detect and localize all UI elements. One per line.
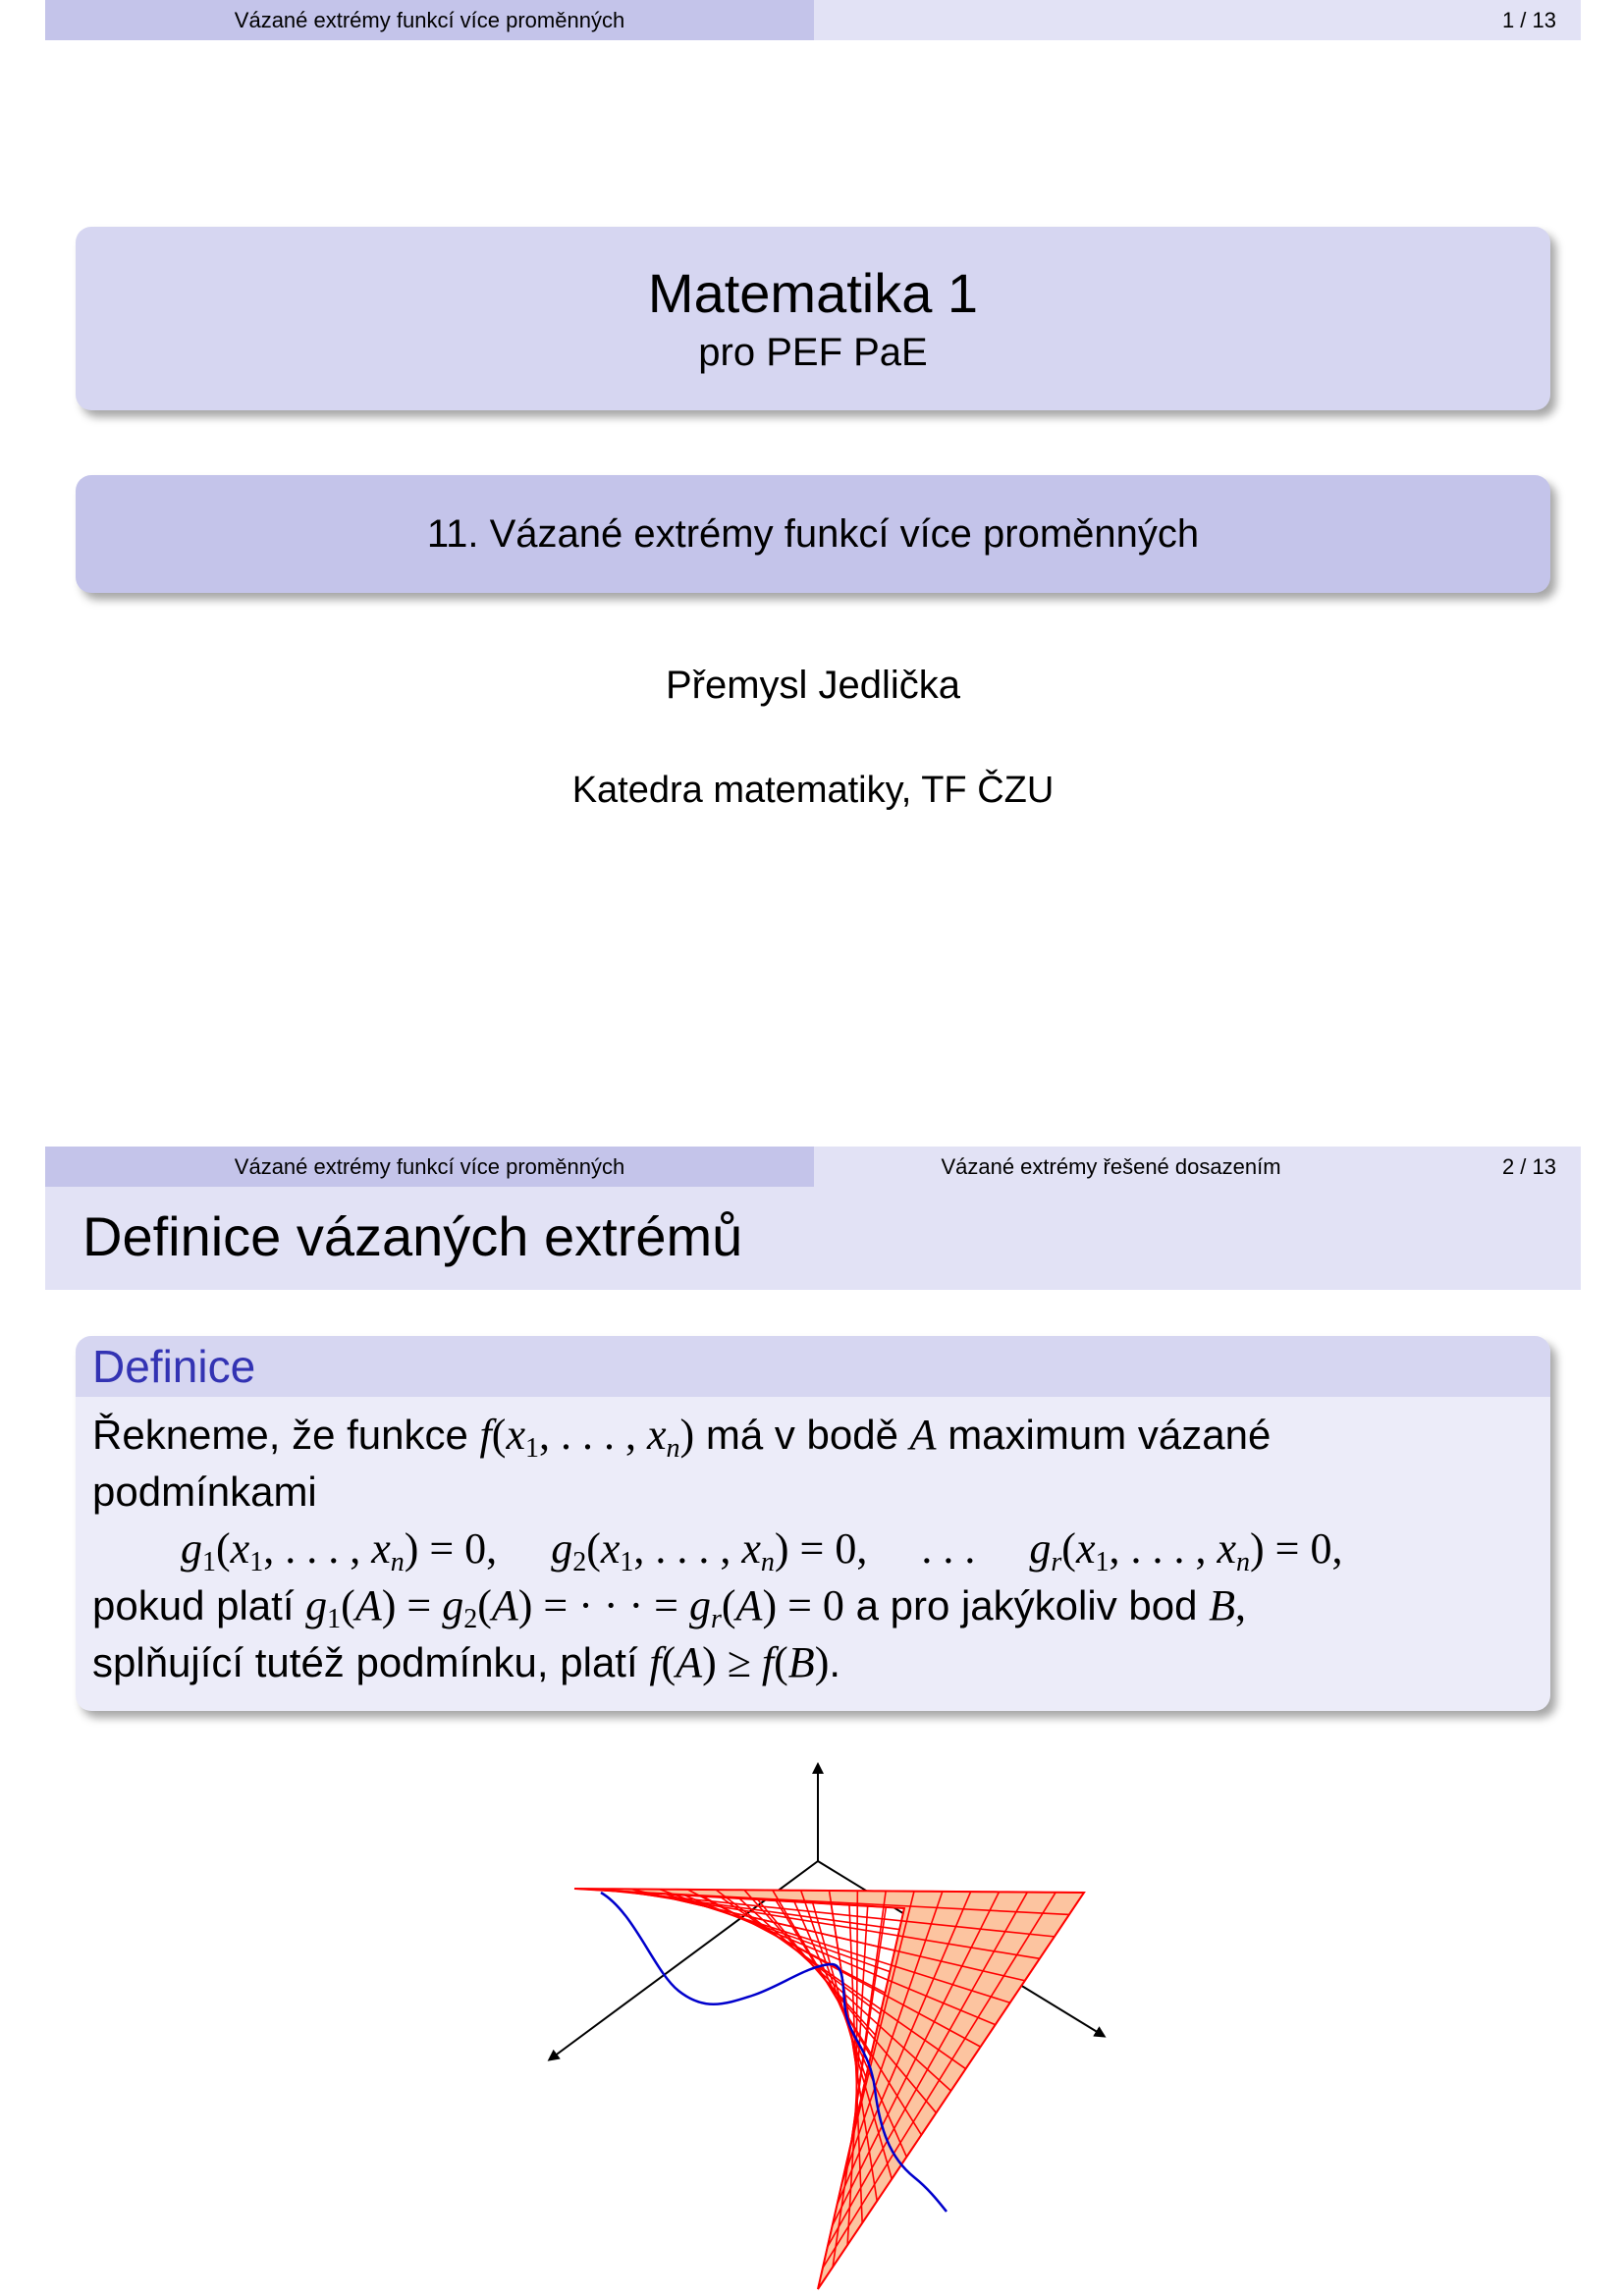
author: Přemysl Jedlička [665, 664, 961, 707]
grid-line-t [776, 1900, 921, 2135]
grid-line-s [833, 1892, 1000, 2225]
title-box [76, 227, 1550, 410]
grid-line-t [721, 1897, 965, 2069]
frame-title: Definice vázaných extrémů [82, 1205, 743, 1267]
grid-line-s [574, 1889, 904, 1908]
grid-line-s [823, 1893, 1056, 2269]
grid-line-s [744, 1890, 876, 2035]
definition-block [76, 1336, 1550, 1711]
constraint-curve [601, 1893, 947, 2212]
math-inequality: f(A) ≥ f(B) [649, 1638, 830, 1686]
saddle-surface [574, 1889, 1084, 2289]
grid-line-s [631, 1889, 895, 1950]
headline-title: Vázané extrémy funkcí více proměnných [45, 0, 814, 40]
grid-line-t [648, 1893, 1025, 1980]
presentation-title: Matematika 1 [647, 262, 979, 324]
page-number: 2 / 13 [1501, 1153, 1556, 1179]
lecture-title: 11. Vázané extrémy funkcí více proměnných [426, 511, 1200, 556]
grid-line-s [716, 1890, 880, 2014]
lecture-title-box [76, 475, 1550, 593]
grid-line-s [687, 1890, 885, 1993]
definition-text-7: splňující tutéž podmínku, platí [92, 1639, 638, 1685]
headline-bar [45, 1147, 1581, 1187]
math-function: $f(x_1$, . . . , $x_n$) [479, 1411, 695, 1464]
math-point-a: A [909, 1411, 937, 1459]
grid-line-t [739, 1898, 951, 2091]
x-axis-left [550, 1861, 818, 2059]
frame-title-bar [45, 1187, 1581, 1290]
definition-text-5: pokud platí [92, 1582, 295, 1629]
grid-line-s [856, 1891, 857, 2119]
grid-line-t [831, 1904, 877, 2202]
headline-title: Vázané extrémy funkcí více proměnných [45, 1147, 814, 1187]
grid-line-s [838, 1892, 971, 2205]
definition-title: Definice [76, 1336, 1550, 1397]
y-axis-right [818, 1861, 1104, 2036]
grid-line-s [773, 1891, 871, 2056]
grid-line-s [828, 1893, 1028, 2247]
surface-fill [574, 1889, 1084, 2289]
grid-line-t [758, 1899, 937, 2112]
headline-right [814, 0, 1581, 40]
grid-line-t [849, 1905, 862, 2223]
grid-line-s [660, 1890, 891, 1972]
grid-line-t [684, 1896, 996, 2025]
grid-line-t [629, 1892, 1040, 1958]
grid-line-s [841, 1892, 942, 2183]
grid-line-s [851, 1891, 886, 2141]
grid-line-s [818, 1893, 1084, 2289]
grid-line-t [794, 1901, 906, 2157]
grid-line-s [830, 1891, 862, 2099]
definition-text-2: má v bodě [705, 1412, 898, 1458]
grid-line-t [818, 1908, 904, 2289]
math-equality: $g_1(A) = g_2(A)$ = · · · = $g_r(A) = 0$ [305, 1581, 844, 1634]
grid-line-t [593, 1890, 1069, 1914]
grid-line-t [703, 1896, 981, 2047]
definition-line-1 [92, 1407, 1550, 1464]
institute: Katedra matematiky, TF ČZU [571, 770, 1055, 811]
grid-line-t [833, 1907, 886, 2268]
math-constraints: $g_1(x_1$, . . . , $x_n) = 0$, $g_2(x_1$, . . . , $x_n) = 0$, . . . $g_r(x_1$, . . . , $x_n) = 0$, [181, 1524, 1343, 1577]
saddle-surface-figure [45, 1147, 1581, 2296]
definition-text-3: maximum vázané [947, 1412, 1272, 1458]
definition-text-1: Řekneme, že funkce [92, 1412, 468, 1458]
slide-1 [45, 0, 1581, 1129]
grid-line-t [611, 1891, 1055, 1937]
grid-line-t [847, 1906, 868, 2245]
definition-line-2 [92, 1464, 1550, 1521]
grid-line-t [813, 1902, 893, 2178]
grid-line-t [574, 1889, 1084, 1893]
grid-line-s [846, 1892, 914, 2163]
axes [550, 1765, 1104, 2059]
definition-body [76, 1397, 1550, 1691]
definition-line-4 [92, 1577, 1550, 1634]
page-number: 1 / 13 [1501, 7, 1556, 32]
definition-text-4: podmínkami [92, 1468, 317, 1515]
grid-line-s [801, 1891, 866, 2078]
headline-section: Vázané extrémy řešené dosazením [941, 1153, 1281, 1179]
headline-right [814, 1147, 1581, 1187]
presentation-subtitle: pro PEF PaE [698, 331, 928, 374]
slide-2 [45, 1147, 1581, 2296]
headline-bar [45, 0, 1581, 40]
grid-line-s [603, 1889, 899, 1929]
definition-line-5: splňující tutéž podmínku, platí f(A) ≥ f(B). [92, 1638, 841, 1686]
math-point-b: B, [1209, 1581, 1246, 1629]
definition-text-6: a pro jakýkoliv bod [855, 1582, 1198, 1629]
grid-line-t [666, 1895, 1009, 2003]
